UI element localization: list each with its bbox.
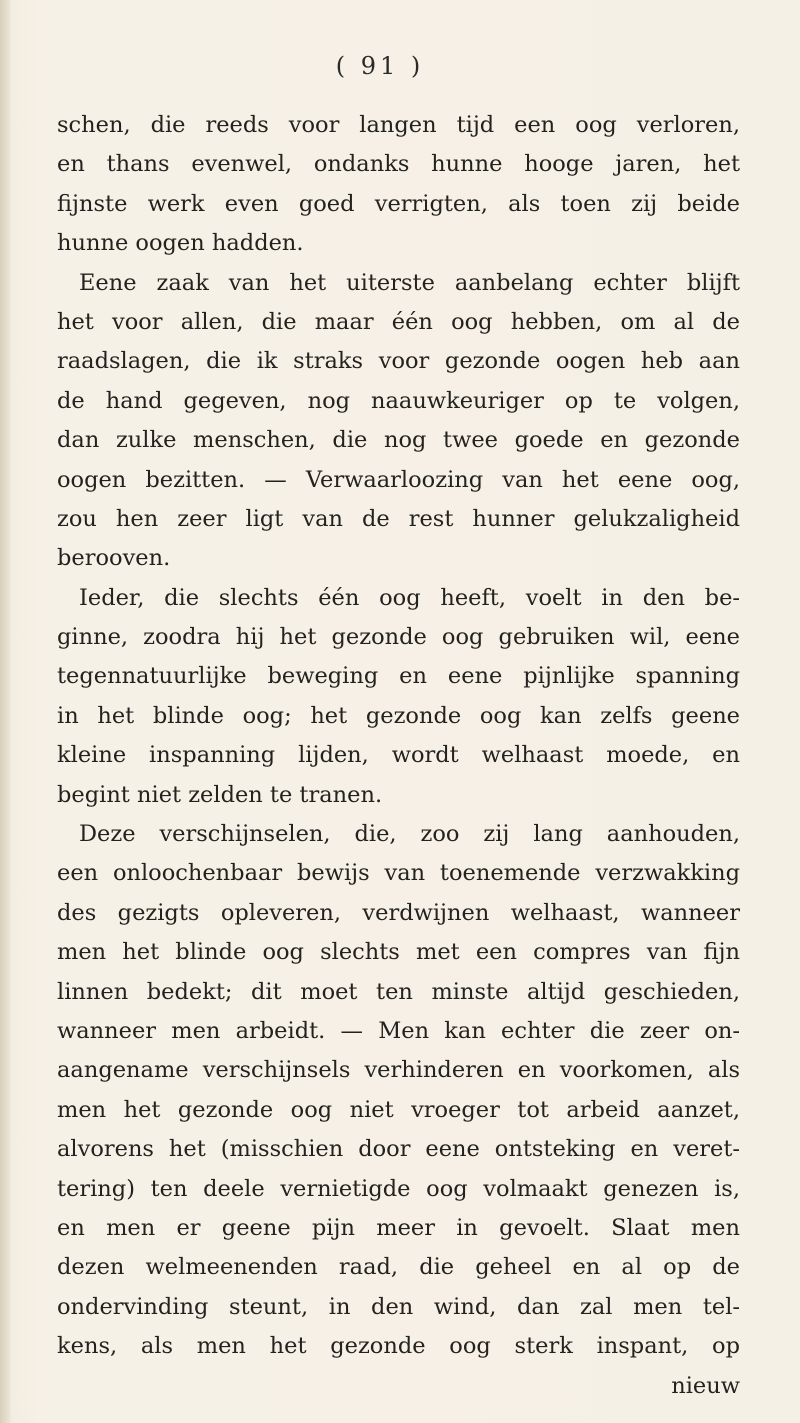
text-line: de hand gegeven, nog naauwkeuriger op te volgen,: [57, 387, 740, 414]
text-line: wanneer men arbeidt. — Men kan echter die zeer on-: [57, 1017, 740, 1044]
text-line: schen, die reeds voor langen tijd een oog verloren,: [57, 112, 740, 138]
text-line: en thans evenwel, ondanks hunne hooge jaren, het: [57, 151, 740, 178]
text-line: berooven.: [57, 545, 171, 572]
text-line: men het blinde oog slechts met een compres van fijn: [57, 939, 740, 966]
text-line: dan zulke menschen, die nog twee goede en gezonde: [57, 427, 740, 454]
paragraph-first-line: Ieder, die slechts één oog heeft, voelt in den be-: [79, 584, 740, 611]
text-line: en men er geene pijn meer in gevoelt. Slaat men: [57, 1214, 740, 1241]
text-line: aangename verschijnsels verhinderen en voorkomen, als: [57, 1057, 740, 1084]
catchword: nieuw: [671, 1372, 740, 1399]
page-number: ( 91 ): [335, 52, 425, 80]
text-line: zou hen zeer ligt van de rest hunner gelukzaligheid: [57, 505, 740, 532]
paragraph-first-line: Deze verschijnselen, die, zoo zij lang aanhouden,: [79, 821, 740, 848]
text-line: tegennatuurlijke beweging en eene pijnlijke spanning: [57, 663, 740, 690]
paragraph-first-line: Eene zaak van het uiterste aanbelang echter blijft: [79, 269, 740, 296]
text-line: fijnste werk even goed verrigten, als toen zij beide: [57, 190, 740, 217]
text-line: des gezigts opleveren, verdwijnen welhaast, wanneer: [57, 899, 740, 926]
text-line: linnen bedekt; dit moet ten minste altijd geschieden,: [57, 978, 740, 1005]
text-line: raadslagen, die ik straks voor gezonde oogen heb aan: [57, 348, 740, 375]
body-text: [57, 106, 740, 1406]
text-line: dezen welmeenenden raad, die geheel en al op de: [57, 1254, 740, 1281]
text-line: ondervinding steunt, in den wind, dan zal men tel-: [57, 1293, 740, 1320]
text-line: in het blinde oog; het gezonde oog kan zelfs geene: [57, 702, 740, 729]
page-spine-shadow: [0, 0, 10, 1423]
text-line: het voor allen, die maar één oog hebben, om al de: [57, 308, 740, 335]
text-line: begint niet zelden te tranen.: [57, 781, 383, 808]
text-line: alvorens het (misschien door eene ontsteking en veret-: [57, 1136, 740, 1163]
text-line: een onloochenbaar bewijs van toenemende verzwakking: [57, 860, 740, 887]
text-line: men het gezonde oog niet vroeger tot arbeid aanzet,: [57, 1096, 740, 1123]
text-line: ginne, zoodra hij het gezonde oog gebruiken wil, eene: [57, 624, 740, 651]
text-line: hunne oogen hadden.: [57, 230, 304, 257]
text-line: oogen bezitten. — Verwaarloozing van het eene oog,: [57, 466, 740, 493]
text-line: tering) ten deele vernietigde oog volmaakt genezen is,: [57, 1175, 740, 1202]
text-line: kens, als men het gezonde oog sterk inspant, op: [57, 1333, 740, 1360]
text-line: kleine inspanning lijden, wordt welhaast moede, en: [57, 742, 740, 769]
